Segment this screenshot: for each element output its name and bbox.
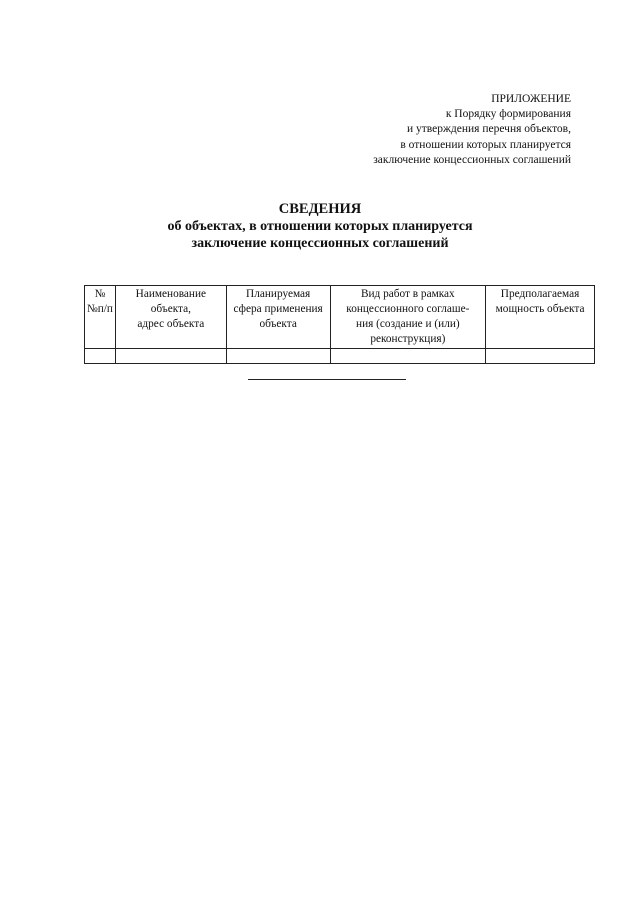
title-main: СВЕДЕНИЯ [278, 201, 362, 217]
table-cell [226, 349, 330, 364]
appendix-line: заключение концессионных соглашений [373, 153, 571, 166]
appendix-line: к Порядку формирования [445, 108, 571, 121]
table-cell [85, 349, 116, 364]
title-subtitle-line-1: об объектах, в отношении которых планируется [167, 219, 473, 234]
appendix-heading: ПРИЛОЖЕНИЕ [491, 93, 571, 105]
appendix-block [271, 92, 571, 168]
appendix-line: в отношении которых планируется [400, 138, 571, 151]
closing-divider-line [248, 379, 406, 380]
header-number: № №п/п [85, 286, 116, 349]
title-subtitle-line-2: заключение концессионных соглашений [191, 236, 449, 251]
table-cell [330, 349, 486, 364]
header-work-type: Вид работ в рамках концессионного соглаше- ния (создание и (или) реконструкция) [330, 286, 486, 349]
table-row [85, 349, 595, 364]
table-cell [115, 349, 226, 364]
document-title [0, 201, 640, 252]
header-application-sphere: Планируемая сфера применения объекта [226, 286, 330, 349]
appendix-line: и утверждения перечня объектов, [406, 123, 571, 136]
header-object-capacity: Предполагаемая мощность объекта [486, 286, 595, 349]
table-cell [486, 349, 595, 364]
header-object-name-address: Наименование объекта, адрес объекта [115, 286, 226, 349]
table-header-row [85, 286, 595, 349]
objects-table [84, 285, 595, 364]
